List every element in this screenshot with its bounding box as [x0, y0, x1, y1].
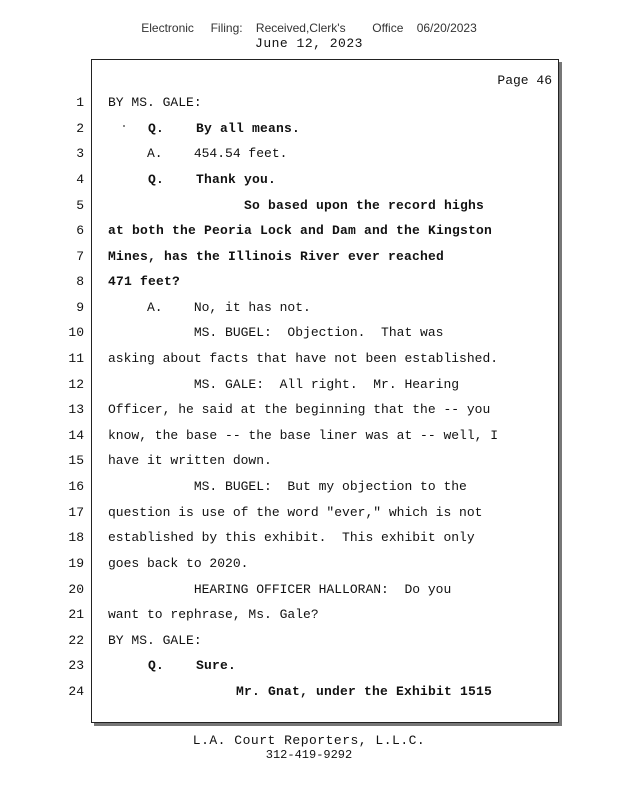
transcript-line: MS. BUGEL: Objection. That was [108, 325, 444, 340]
transcript-line: A. 454.54 feet. [108, 146, 288, 161]
transcript-line: MS. GALE: All right. Mr. Hearing [108, 377, 460, 392]
transcript-line: Mines, has the Illinois River ever reached [108, 249, 445, 264]
filing-stamp: Electronic Filing: Received,Clerk's Office 06/20/2023 [141, 21, 477, 35]
line-number: 15 [68, 453, 84, 468]
line-number: 13 [68, 402, 84, 417]
line-number: 19 [68, 556, 84, 571]
transcript-line: Q. Sure. [108, 658, 237, 673]
transcript-line: Officer, he said at the beginning that the -- you [108, 402, 491, 417]
line-number: 2 [76, 121, 84, 136]
transcript-line: 471 feet? [108, 274, 181, 289]
transcript-line: A. No, it has not. [108, 300, 311, 315]
transcript-line: know, the base -- the base liner was at -- well, I [108, 428, 499, 443]
transcript-line: have it written down. [108, 453, 272, 468]
line-number: 17 [68, 505, 84, 520]
line-number: 1 [76, 95, 84, 110]
transcript-line: HEARING OFFICER HALLORAN: Do you [108, 582, 452, 597]
transcript-line: So based upon the record highs [108, 198, 485, 213]
line-number: 10 [68, 325, 84, 340]
line-number: 16 [68, 479, 84, 494]
page-number: Page 46 [497, 73, 552, 88]
line-number: 8 [76, 274, 84, 289]
transcript-line: BY MS. GALE: [108, 95, 202, 110]
line-number: 11 [68, 351, 84, 366]
court-reporter-phone: 312-419-9292 [265, 748, 353, 762]
line-number: 5 [76, 198, 84, 213]
court-reporter-name: L.A. Court Reporters, L.L.C. [192, 733, 426, 748]
line-number: 18 [68, 530, 84, 545]
line-number: 3 [76, 146, 84, 161]
hearing-date: June 12, 2023 [255, 36, 363, 51]
line-number: 4 [76, 172, 84, 187]
transcript-line: asking about facts that have not been established. [108, 351, 499, 366]
line-number: 21 [68, 607, 84, 622]
line-number: 14 [68, 428, 84, 443]
transcript-line: Q. Thank you. [108, 172, 277, 187]
line-number: 24 [68, 684, 84, 699]
line-number: 9 [76, 300, 84, 315]
line-number: 20 [68, 582, 84, 597]
transcript-line: want to rephrase, Ms. Gale? [108, 607, 319, 622]
line-number: 6 [76, 223, 84, 238]
transcript-line: MS. BUGEL: But my objection to the [108, 479, 467, 494]
transcript-line: question is use of the word "ever," which is not [108, 505, 483, 520]
line-number: 22 [68, 633, 84, 648]
transcript-line: goes back to 2020. [108, 556, 249, 571]
line-number: 7 [76, 249, 84, 264]
line-number: 12 [68, 377, 84, 392]
transcript-line: Q. By all means. [108, 121, 301, 136]
line-number: 23 [68, 658, 84, 673]
transcript-line: at both the Peoria Lock and Dam and the Kingston [108, 223, 493, 238]
transcript-line: BY MS. GALE: [108, 633, 202, 648]
transcript-line: Mr. Gnat, under the Exhibit 1515 [108, 684, 493, 699]
transcript-line: established by this exhibit. This exhibit only [108, 530, 475, 545]
